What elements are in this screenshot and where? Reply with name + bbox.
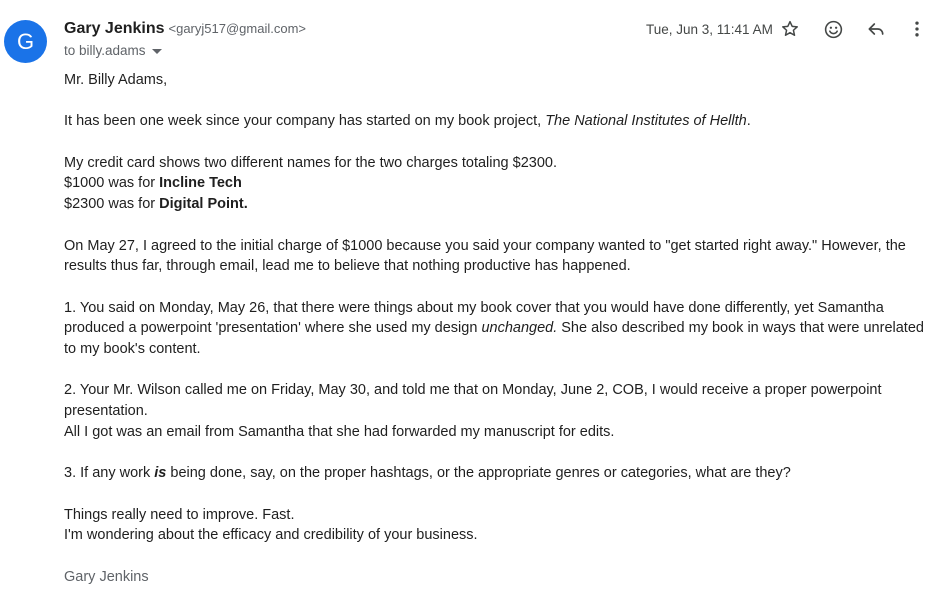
paragraph-closing: Things really need to improve. Fast. I'm wondering about the efficacy and credibility of your business. <box>64 506 478 544</box>
signature: Gary Jenkins <box>64 568 149 585</box>
sender-name[interactable]: Gary Jenkins <box>64 20 165 37</box>
book-title: The National Institutes of Hellth <box>545 113 747 130</box>
greeting: Mr. Billy Adams, <box>64 72 168 88</box>
recipient-details-dropdown-icon[interactable] <box>152 49 162 54</box>
more-options-icon[interactable] <box>905 17 929 41</box>
email-body <box>64 70 930 608</box>
company-digital-point: Digital Point. <box>159 196 248 213</box>
paragraph-point-2: 2. Your Mr. Wilson called me on Friday, May 30, and told me that on Monday, June 2, COB, I would receive a proper powerpoint presentation. All I got was an email from Samantha that she had forwarded my manuscript for edits. <box>64 382 882 440</box>
recipient-line <box>64 42 162 60</box>
paragraph-point-3: 3. If any work is being done, say, on the proper hashtags, or the appropriate genres or categories, what are they? <box>64 465 791 482</box>
paragraph-project: It has been one week since your company has started on my book project, The National Institutes of Hellth. <box>64 113 751 130</box>
paragraph-may27: On May 27, I agreed to the initial charge of $1000 because you said your company wanted to "get started right away." However, the results thus far, through email, lead me to believe that nothing productive has happened. <box>64 237 906 275</box>
emoji-react-icon[interactable] <box>821 17 845 41</box>
reply-icon[interactable] <box>864 17 888 41</box>
star-icon[interactable] <box>778 17 802 41</box>
paragraph-point-1: 1. You said on Monday, May 26, that there were things about my book cover that you would have done differently, yet Samantha produced a powerpoint 'presentation' where she used my design unchanged. She also described my book in ways that were unrelated to my book's content. <box>64 299 924 358</box>
sender-line <box>64 19 306 39</box>
paragraph-charges: My credit card shows two different names for the two charges totaling $2300. $1000 was for Incline Tech $2300 was for Digital Point. <box>64 154 557 213</box>
recipient-label: to billy.adams <box>64 43 146 58</box>
sender-email: <garyj517@gmail.com> <box>168 21 306 36</box>
email-date: Tue, Jun 3, 11:41 AM <box>646 22 773 37</box>
avatar[interactable]: G <box>4 20 47 63</box>
company-incline-tech: Incline Tech <box>159 175 242 192</box>
